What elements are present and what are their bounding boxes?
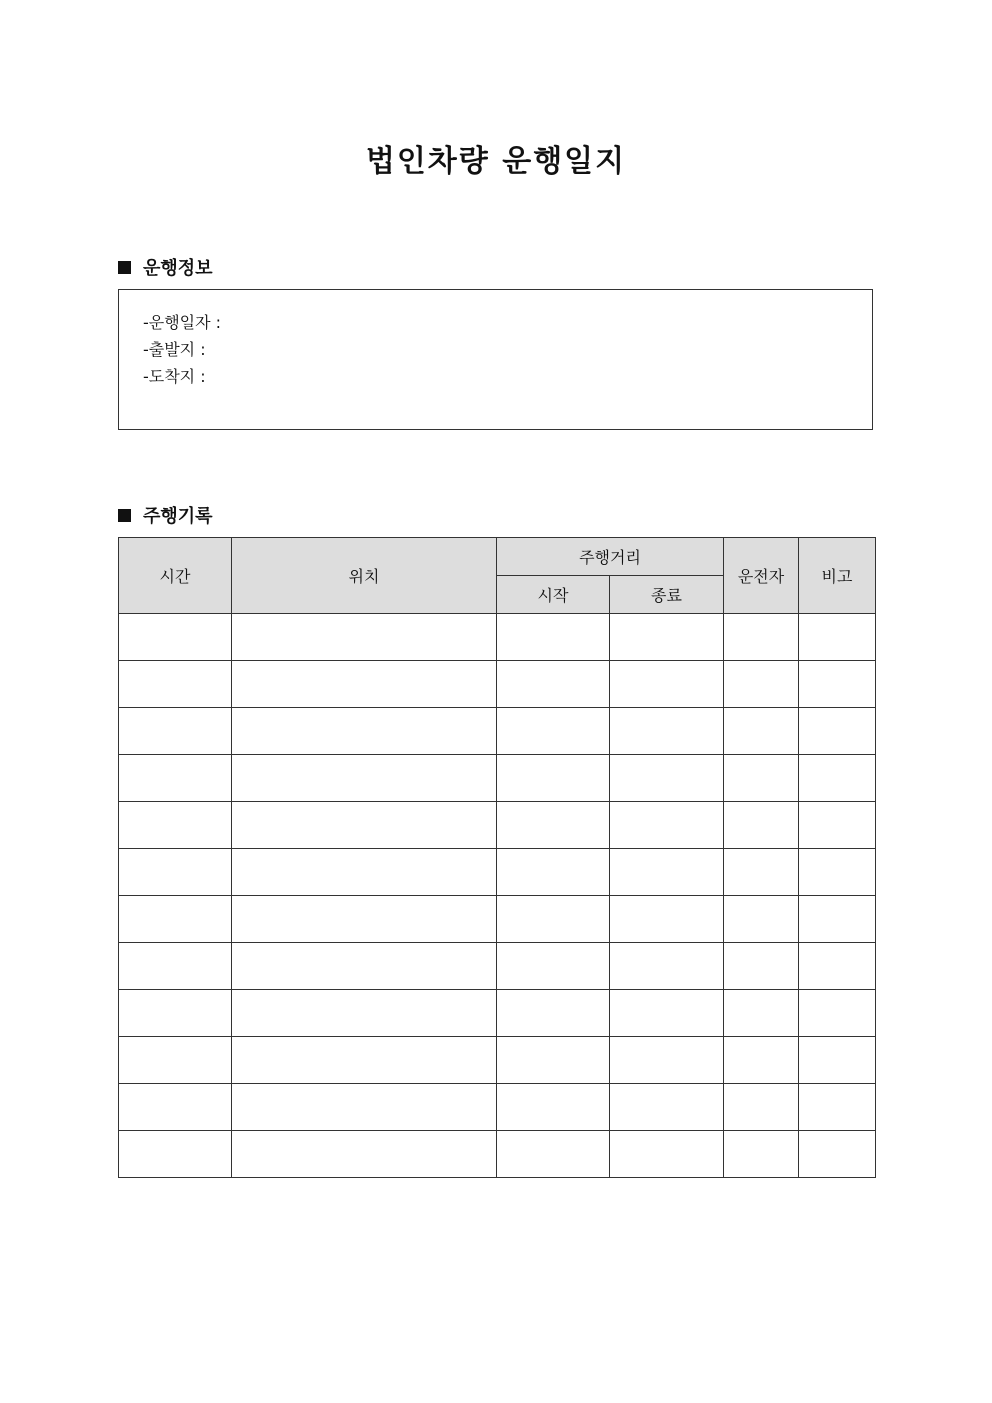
cell-driver[interactable] <box>724 849 799 896</box>
cell-driver[interactable] <box>724 708 799 755</box>
table-row <box>119 614 876 661</box>
square-bullet-icon <box>118 509 131 522</box>
cell-driver[interactable] <box>724 896 799 943</box>
cell-location[interactable] <box>232 708 497 755</box>
cell-start[interactable] <box>497 1131 610 1178</box>
cell-time[interactable] <box>119 708 232 755</box>
cell-end[interactable] <box>610 661 724 708</box>
cell-start[interactable] <box>497 896 610 943</box>
cell-location[interactable] <box>232 1131 497 1178</box>
cell-remarks[interactable] <box>799 1037 876 1084</box>
info-box <box>118 289 873 430</box>
cell-end[interactable] <box>610 990 724 1037</box>
header-location: 위치 <box>232 538 497 614</box>
table-row <box>119 708 876 755</box>
info-line-arrival[interactable]: -도착지 : <box>143 367 206 386</box>
cell-location[interactable] <box>232 1084 497 1131</box>
cell-time[interactable] <box>119 943 232 990</box>
cell-location[interactable] <box>232 1037 497 1084</box>
cell-start[interactable] <box>497 755 610 802</box>
cell-remarks[interactable] <box>799 943 876 990</box>
table-row <box>119 990 876 1037</box>
page-title: 법인차량 운행일지 <box>365 144 627 179</box>
cell-driver[interactable] <box>724 1037 799 1084</box>
cell-start[interactable] <box>497 1084 610 1131</box>
cell-driver[interactable] <box>724 661 799 708</box>
cell-location[interactable] <box>232 755 497 802</box>
cell-time[interactable] <box>119 614 232 661</box>
driving-log-table <box>118 537 876 1178</box>
table-row <box>119 1131 876 1178</box>
cell-location[interactable] <box>232 802 497 849</box>
table-row <box>119 849 876 896</box>
cell-remarks[interactable] <box>799 1131 876 1178</box>
cell-end[interactable] <box>610 849 724 896</box>
header-start: 시작 <box>497 576 610 614</box>
square-bullet-icon <box>118 261 131 274</box>
cell-end[interactable] <box>610 755 724 802</box>
cell-remarks[interactable] <box>799 755 876 802</box>
cell-driver[interactable] <box>724 1084 799 1131</box>
cell-driver[interactable] <box>724 755 799 802</box>
cell-start[interactable] <box>497 802 610 849</box>
cell-end[interactable] <box>610 1131 724 1178</box>
section-heading-info-label: 운행정보 <box>143 258 213 279</box>
header-end: 종료 <box>610 576 724 614</box>
cell-start[interactable] <box>497 849 610 896</box>
cell-location[interactable] <box>232 661 497 708</box>
cell-time[interactable] <box>119 661 232 708</box>
cell-driver[interactable] <box>724 943 799 990</box>
header-distance: 주행거리 <box>497 538 724 576</box>
cell-remarks[interactable] <box>799 1084 876 1131</box>
cell-remarks[interactable] <box>799 990 876 1037</box>
cell-location[interactable] <box>232 943 497 990</box>
cell-end[interactable] <box>610 708 724 755</box>
table-row <box>119 755 876 802</box>
cell-start[interactable] <box>497 614 610 661</box>
cell-start[interactable] <box>497 943 610 990</box>
cell-remarks[interactable] <box>799 708 876 755</box>
cell-time[interactable] <box>119 755 232 802</box>
header-driver: 운전자 <box>724 538 799 614</box>
cell-time[interactable] <box>119 849 232 896</box>
cell-time[interactable] <box>119 1131 232 1178</box>
header-time: 시간 <box>119 538 232 614</box>
cell-end[interactable] <box>610 896 724 943</box>
cell-time[interactable] <box>119 802 232 849</box>
cell-start[interactable] <box>497 708 610 755</box>
cell-remarks[interactable] <box>799 661 876 708</box>
table-row <box>119 943 876 990</box>
cell-start[interactable] <box>497 1037 610 1084</box>
cell-start[interactable] <box>497 990 610 1037</box>
table-row <box>119 661 876 708</box>
cell-end[interactable] <box>610 614 724 661</box>
cell-remarks[interactable] <box>799 802 876 849</box>
cell-driver[interactable] <box>724 614 799 661</box>
cell-time[interactable] <box>119 896 232 943</box>
section-heading-info <box>118 254 213 280</box>
cell-location[interactable] <box>232 614 497 661</box>
section-heading-log-label: 주행기록 <box>143 506 213 527</box>
cell-location[interactable] <box>232 849 497 896</box>
table-row <box>119 802 876 849</box>
cell-end[interactable] <box>610 943 724 990</box>
cell-location[interactable] <box>232 896 497 943</box>
cell-remarks[interactable] <box>799 614 876 661</box>
cell-driver[interactable] <box>724 802 799 849</box>
log-table-body <box>119 614 876 1178</box>
cell-time[interactable] <box>119 990 232 1037</box>
header-remarks: 비고 <box>799 538 876 614</box>
cell-end[interactable] <box>610 802 724 849</box>
cell-time[interactable] <box>119 1037 232 1084</box>
info-line-departure[interactable]: -출발지 : <box>143 340 206 359</box>
cell-start[interactable] <box>497 661 610 708</box>
table-row <box>119 1037 876 1084</box>
section-heading-log <box>118 502 213 528</box>
info-line-date[interactable]: -운행일자 : <box>143 313 222 332</box>
cell-driver[interactable] <box>724 1131 799 1178</box>
cell-remarks[interactable] <box>799 896 876 943</box>
table-row <box>119 896 876 943</box>
cell-time[interactable] <box>119 1084 232 1131</box>
cell-remarks[interactable] <box>799 849 876 896</box>
cell-location[interactable] <box>232 990 497 1037</box>
cell-end[interactable] <box>610 1037 724 1084</box>
table-row <box>119 1084 876 1131</box>
cell-end[interactable] <box>610 1084 724 1131</box>
cell-driver[interactable] <box>724 990 799 1037</box>
